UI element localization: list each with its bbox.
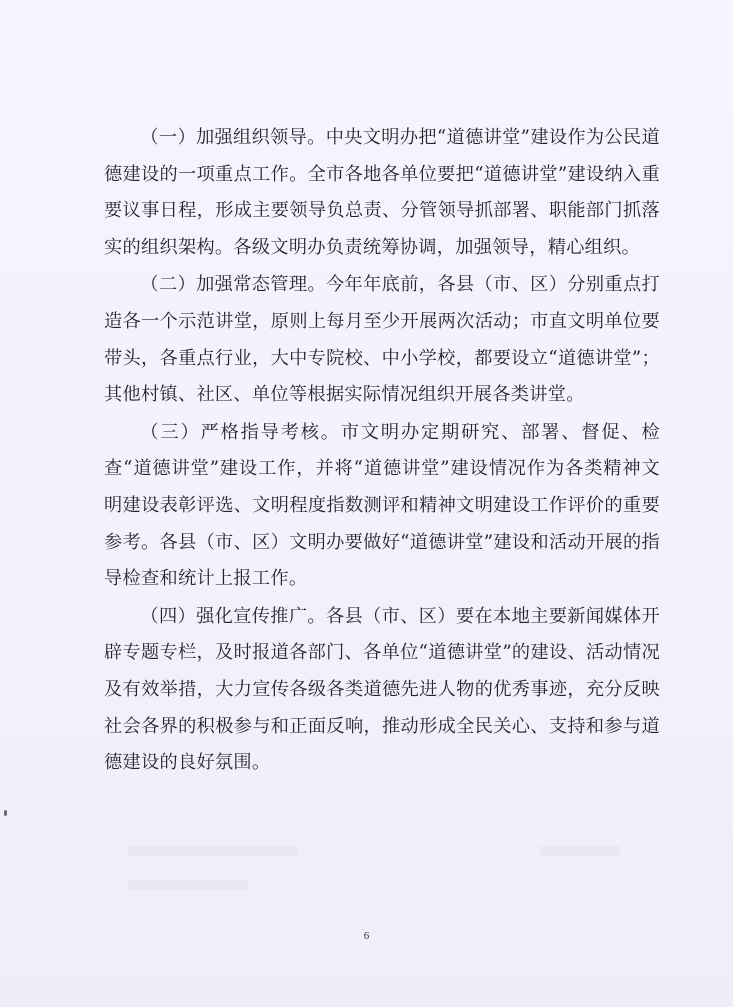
scan-bleed-mark <box>128 880 248 890</box>
page-number: 6 <box>363 930 370 942</box>
paragraph-publicity-promotion: （四）强化宣传推广。各县（市、区）要在本地主要新闻媒体开辟专题专栏，及时报道各部门、各单位“道德讲堂”的建设、活动情况及有效举措，大力宣传各级各类道德先进人物的优秀事迹，充分反映社会各界的积极参与和正面反响，推动形成全民关心、支持和参与道德建设的良好氛围。 <box>104 605 660 774</box>
scan-bleed-mark <box>540 846 620 856</box>
paragraph-organization-leadership: （一）加强组织领导。中央文明办把“道德讲堂”建设作为公民道德建设的一项重点工作。全市各地各单位要把“道德讲堂”建设纳入重要议事日程，形成主要领导负总责、分管领导抓部署、职能部门抓落实的组织架构。各级文明办负责统筹协调，加强领导，精心组织。 <box>104 127 660 258</box>
paragraph-guidance-assessment: （三）严格指导考核。市文明办定期研究、部署、督促、检查“道德讲堂”建设工作，并将“道德讲堂”建设情况作为各类精神文明建设表彰评选、文明程度指数测评和精神文明建设工作评价的重要参考。各县（市、区）文明办要做好“道德讲堂”建设和活动开展的指导检查和统计上报工作。 <box>104 421 660 590</box>
scan-edge-speck <box>4 810 7 816</box>
scan-bleed-mark <box>128 846 298 856</box>
document-body <box>104 120 660 782</box>
paragraph-routine-management: （二）加强常态管理。今年年底前，各县（市、区）分别重点打造各一个示范讲堂，原则上每月至少开展两次活动；市直文明单位要带头，各重点行业，大中专院校、中小学校，都要设立“道德讲堂”；其他村镇、社区、单位等根据实际情况组织开展各类讲堂。 <box>104 274 660 406</box>
